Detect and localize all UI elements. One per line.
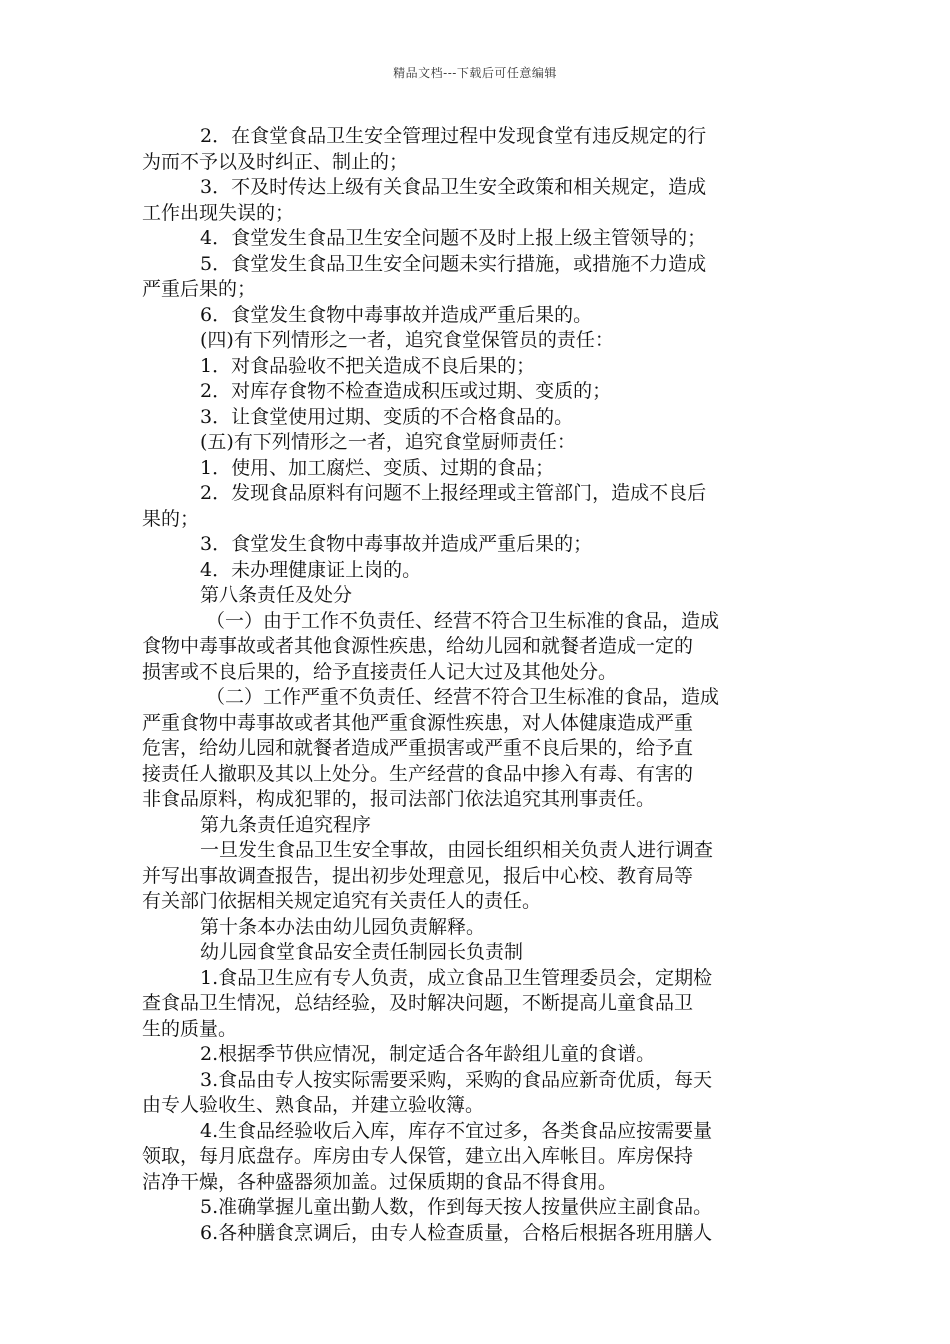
text-line: 查食品卫生情况，总结经验，及时解决问题，不断提高儿童食品卫: [142, 992, 694, 1014]
text-line: (四)有下列情形之一者，追究食堂保管员的责任：: [200, 329, 614, 351]
text-line: 洁净干燥，各种盛器须加盖。过保质期的食品不得食用。: [142, 1170, 618, 1193]
text-line: 严重食物中毒事故或者其他严重食源性疾患，对人体健康造成严重: [142, 711, 694, 734]
text-line: 生的质量。: [142, 1017, 238, 1040]
section-heading: 第十条本办法由幼儿园负责解释。: [200, 915, 486, 938]
page-header: 精品文档---下载后可任意编辑: [393, 66, 557, 80]
text-line: 5.准确掌握儿童出勤人数，作到每天按人按量供应主副食品。: [200, 1196, 713, 1218]
text-line: 2．对库存食物不检查造成积压或过期、变质的；: [200, 380, 612, 402]
text-line: 领取，每月底盘存。库房由专人保管，建立出入库帐目。库房保持: [142, 1145, 694, 1167]
text-line: 严重后果的；: [142, 278, 257, 300]
text-line: 食物中毒事故或者其他食源性疾患，给幼儿园和就餐者造成一定的: [142, 635, 694, 657]
text-line: 由专人验收生、熟食品，并建立验收簿。: [142, 1094, 485, 1116]
text-line: (五)有下列情形之一者，追究食堂厨师责任：: [200, 431, 576, 453]
text-line: 工作出现失误的；: [142, 201, 295, 224]
text-line: 一旦发生食品卫生安全事故，由园长组织相关负责人进行调查: [200, 839, 714, 861]
text-line: 危害，给幼儿园和就餐者造成严重损害或严重不良后果的，给予直: [142, 737, 694, 759]
text-line: 3．食堂发生食物中毒事故并造成严重后果的；: [200, 533, 593, 555]
text-line: 4.生食品经验收后入库，库存不宜过多，各类食品应按需要量: [200, 1119, 713, 1142]
text-line: 6.各种膳食烹调后，由专人检查质量，合格后根据各班用膳人: [200, 1221, 713, 1244]
section-heading: 幼儿园食堂食品安全责任制园长负责制: [200, 941, 524, 963]
document-body: [142, 124, 810, 1246]
text-line: 1．对食品验收不把关造成不良后果的；: [200, 354, 536, 377]
text-line: 1．使用、加工腐烂、变质、过期的食品；: [200, 456, 555, 479]
text-line: （二）工作严重不负责任、经营不符合卫生标准的食品，造成: [206, 686, 720, 708]
text-line: 有关部门依据相关规定追究有关责任人的责任。: [142, 890, 542, 912]
text-line: 2．发现食品原料有问题不上报经理或主管部门，造成不良后: [200, 482, 707, 504]
text-line: 3．不及时传达上级有关食品卫生安全政策和相关规定，造成: [200, 176, 707, 198]
text-line: 接责任人撤职及其以上处分。生产经营的食品中掺入有毒、有害的: [142, 762, 694, 785]
text-line: （一）由于工作不负责任、经营不符合卫生标准的食品，造成: [206, 609, 720, 632]
section-heading: 第八条责任及处分: [200, 584, 353, 606]
text-line: 非食品原料，构成犯罪的，报司法部门依法追究其刑事责任。: [142, 788, 656, 810]
text-line: 并写出事故调查报告，提出初步处理意见，报后中心校、教育局等: [142, 864, 694, 887]
text-line: 2.根据季节供应情况，制定适合各年龄组儿童的食谱。: [200, 1043, 656, 1065]
text-line: 6．食堂发生食物中毒事故并造成严重后果的。: [200, 303, 593, 326]
text-line: 为而不予以及时纠正、制止的；: [142, 150, 409, 173]
text-line: 损害或不良后果的，给予直接责任人记大过及其他处分。: [142, 660, 618, 683]
text-line: 3.食品由专人按实际需要采购，采购的食品应新奇优质，每天: [200, 1068, 713, 1091]
text-line: 1.食品卫生应有专人负责，成立食品卫生管理委员会，定期检: [200, 966, 713, 989]
section-heading: 第九条责任追究程序: [200, 813, 372, 836]
text-line: 2．在食堂食品卫生安全管理过程中发现食堂有违反规定的行: [200, 125, 707, 147]
text-line: 4．食堂发生食品卫生安全问题不及时上报上级主管领导的；: [200, 227, 707, 249]
text-line: 4．未办理健康证上岗的。: [200, 558, 422, 581]
text-line: 3．让食堂使用过期、变质的不合格食品的。: [200, 405, 574, 428]
text-line: 果的；: [142, 507, 200, 530]
text-line: 5．食堂发生食品卫生安全问题未实行措施，或措施不力造成: [200, 252, 707, 275]
